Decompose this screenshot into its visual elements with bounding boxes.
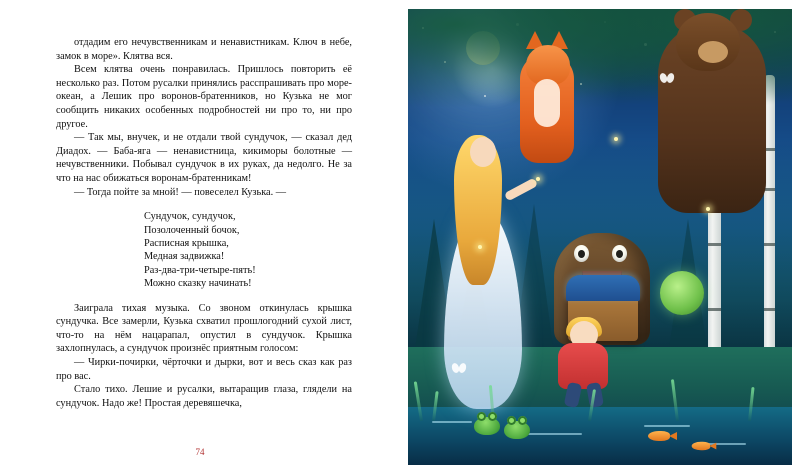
verse-line-6: Можно сказку начинать! [144, 278, 252, 290]
verse-line-1: Сундучок, сундучок, [144, 211, 236, 223]
frog-right [504, 421, 530, 439]
green-sprite [660, 271, 704, 315]
paragraph-6: — Чирки-почирки, чёрточки и дырки, вот и весь сказ как раз про вас. [56, 356, 352, 382]
paragraph-1: отдадим его нечувственникам и ненавистникам. Ключ в небе, замок в море». Клятва вся. [56, 37, 352, 62]
verse-line-3: Расписная крышка, [144, 237, 229, 249]
butterfly-left [452, 363, 466, 373]
paragraph-5: Заиграла тихая музыка. Со звоном откинулась крышка сундучка. Все замерли, Кузька схватил прошлогодний сухой лист, что-то на нём нацарапал, опустил в сундучок. Крышка захлопнулась, а сундучок произнёс приятным голосом: [56, 302, 352, 355]
illustration-frame [408, 9, 792, 465]
verse-line-2: Позолоченный бочок, [144, 224, 240, 236]
paragraph-2: Всем клятва очень понравилась. Пришлось повторить её несколько раз. Потом русалки принялись расспрашивать про море-океан, а Лешик про воронов-братенников, но Кузька не мог сообщить никаких особенных подробностей ни про то, ни про другое. [56, 64, 352, 130]
fish-one [648, 431, 670, 441]
verse-line-5: Раз-два-три-четыре-пять! [144, 264, 256, 276]
verse-spacer [56, 291, 352, 302]
right-illustration-page [400, 0, 800, 474]
paragraph-4: — Тогда пойте за мной! — повеселел Кузька. — [74, 186, 287, 198]
fox-belly [534, 79, 560, 127]
verse-block [56, 210, 352, 290]
story-text-column [56, 36, 352, 410]
frog-left [474, 417, 500, 435]
chest-lid [566, 275, 640, 301]
butterfly-top [660, 73, 674, 83]
boy-kuzka [558, 321, 610, 407]
fish-two [692, 442, 711, 451]
page-number: 74 [195, 447, 205, 457]
verse-line-4: Медная задвижка! [144, 251, 225, 263]
paragraph-3: — Так мы, внучек, и не отдали твой сундучок, — сказал дед Диадох. — Баба-яга — ненавистница, кикиморы болотные — нечувственники. Побывал сундучок в их руках, да недолго. Не за что на нас обижаться воронам-братенникам! [56, 132, 352, 184]
paragraph-7: Стало тихо. Лешие и русалки, вытаращив глаза, глядели на сундучок. Надо же! Простая деревяшечка, [56, 384, 352, 409]
boy-shirt [558, 343, 608, 389]
pond-water [408, 407, 792, 465]
bear-muzzle [698, 41, 728, 63]
